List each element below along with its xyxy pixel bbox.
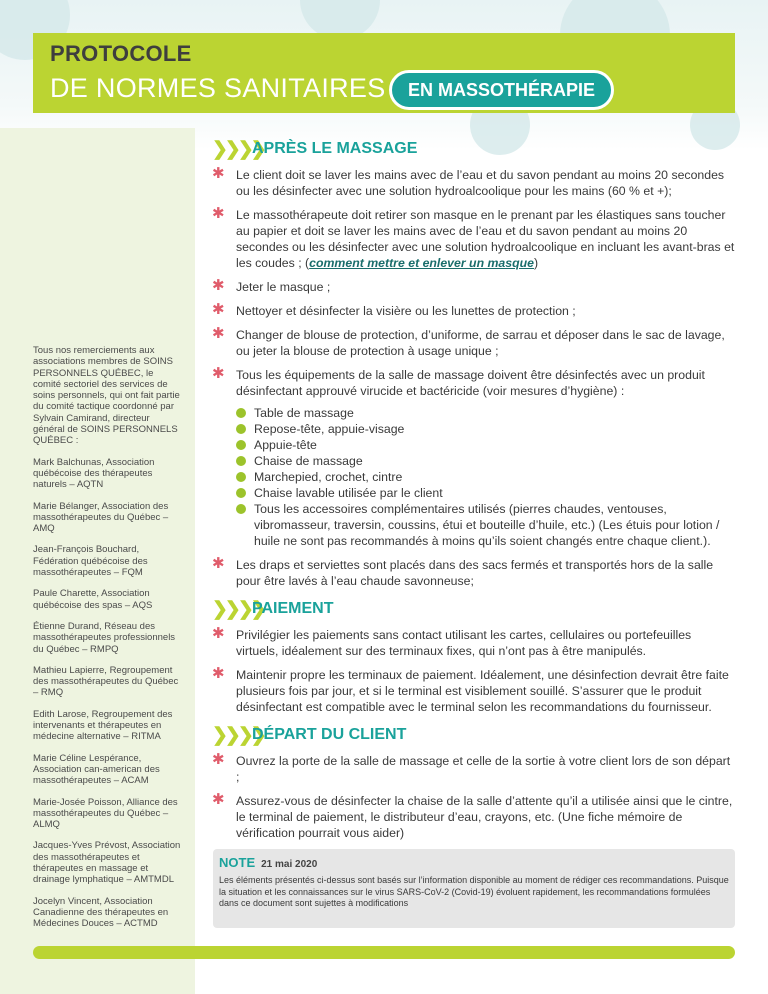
list-item: ✱ Assurez-vous de désinfecter la chaise de la salle d’attente qu’il a utilisée ainsi que le cintre, le terminal de paiement, le distributeur d’eau, crayons, etc. (Une fiche mémoire de vérification pourrait vous aider)	[212, 791, 733, 840]
section-heading	[212, 597, 735, 621]
note-box	[213, 849, 735, 928]
dot-bullet-icon	[236, 440, 246, 450]
list-item: ✱ Tous les équipements de la salle de massage doivent être désinfectés avec un produit désinfectant approuvé virucide et bactéricide (voir mesures d’hygiène) : Table de massage Repose-tête, appuie-visage Appuie-tête Chaise de massage Marchepied, crochet, cintre Chaise lavable utilisée par le client Tous les accessoires complémentaires utilisés (pierres chaudes, ventouses, vibromasseur, traversin, coussins, étui et bouteille d’huile, etc.) (Les étuis pour lotion / huile ne sont pas recommandés à moins qu’ils soient changés entre chaque client.).	[212, 367, 735, 549]
ack-entry: Paule Charette, Association québécoise des spas – AQS	[33, 588, 153, 611]
equipment-item: Appuie-tête	[236, 437, 735, 453]
equipment-item: Chaise lavable utilisée par le client	[236, 485, 735, 501]
list-item: ✱ Nettoyer et désinfecter la visière ou les lunettes de protection ;	[212, 301, 576, 318]
title-line-2: DE NORMES SANITAIRES	[50, 73, 386, 103]
mask-guide-link[interactable]: comment mettre et enlever un masque	[309, 256, 534, 270]
star-bullet-icon: ✱	[212, 325, 225, 342]
star-bullet-icon: ✱	[212, 301, 225, 318]
star-bullet-icon: ✱	[212, 365, 225, 382]
section-title: PAIEMENT	[252, 600, 334, 617]
star-bullet-icon: ✱	[212, 665, 225, 682]
ack-entry: Mark Balchunas, Association québécoise des thérapeutes naturels – AQTN	[33, 456, 155, 491]
star-bullet-icon: ✱	[212, 555, 225, 572]
main-content	[212, 137, 735, 849]
dot-bullet-icon	[236, 424, 246, 434]
dot-bullet-icon	[236, 504, 246, 514]
ack-entry: Jacques-Yves Prévost, Association des massothérapeutes et thérapeutes en massage et drainage lymphatique – AMTMDL	[33, 840, 181, 886]
list-item: ✱ Jeter le masque ;	[212, 277, 331, 294]
footer-bar	[33, 946, 735, 959]
note-label: NOTE	[219, 855, 256, 870]
ack-intro: Tous nos remerciements aux associations membres de SOINS PERSONNELS QUÉBEC, le comité sectoriel des services de soins personnels, qui ont fait partie du comité tactique coordonné par Sylvain Camirand, directeur général de SOINS PERSONNELS QUÉBEC :	[33, 345, 180, 447]
star-bullet-icon: ✱	[212, 625, 225, 642]
dot-bullet-icon	[236, 488, 246, 498]
chevrons-icon: ❯❯❯❯	[212, 724, 264, 746]
list-item: ✱ Les draps et serviettes sont placés dans des sacs fermés et transportés hors de la salle pour être lavés à l’eau chaude savonneuse;	[212, 555, 714, 588]
ack-entry: Marie Bélanger, Association des massothérapeutes du Québec – AMQ	[33, 500, 169, 535]
ack-entry: Mathieu Lapierre, Regroupement des massothérapeutes du Québec – RMQ	[33, 664, 179, 699]
ack-entry: Marie-Josée Poisson, Alliance des massothérapeutes du Québec – ALMQ	[33, 796, 178, 831]
star-bullet-icon: ✱	[212, 277, 225, 294]
list-item: ✱ Privilégier les paiements sans contact utilisant les cartes, cellulaires ou portefeuilles virtuels, idéalement sur des terminaux fixes, qui n’ont pas à être manipulés.	[212, 625, 692, 658]
section-title: DÉPART DU CLIENT	[252, 726, 407, 743]
list-item: ✱ Le massothérapeute doit retirer son masque en le prenant par les élastiques sans toucher au papier et doit se laver les mains avec de l’eau et du savon pendant au moins 20 secondes ou les désinfecter avec une solution hydroalcoolique en incluant les avant-bras et les coudes ; (comment mettre et enlever un masque)	[212, 205, 735, 270]
chevrons-icon: ❯❯❯❯	[212, 598, 264, 620]
section-heading	[212, 723, 735, 747]
note-date: 21 mai 2020	[261, 859, 318, 870]
ack-entry: Marie Céline Lespérance, Association can-american des massothérapeutes – ACAM	[33, 752, 160, 787]
acknowledgements	[33, 345, 183, 939]
equipment-item: Chaise de massage	[236, 453, 735, 469]
list-item: ✱ Le client doit se laver les mains avec de l’eau et du savon pendant au moins 20 secondes ou les désinfecter avec une solution hydroalcoolique pour les mains (60 % et +);	[212, 165, 725, 198]
equipment-item: Tous les accessoires complémentaires utilisés (pierres chaudes, ventouses, vibromasseur, traversin, coussins, étui et bouteille d’huile, etc.) (Les étuis pour lotion / huile ne sont pas recommandés à moins qu’ils soient changés entre chaque client.).	[236, 501, 735, 549]
ack-entry: Jean-François Bouchard, Fédération québécoise des massothérapeutes – FQM	[33, 544, 148, 579]
star-bullet-icon: ✱	[212, 165, 225, 182]
note-heading	[219, 855, 317, 870]
star-bullet-icon: ✱	[212, 205, 225, 222]
equipment-item: Repose-tête, appuie-visage	[236, 421, 735, 437]
title-line-1: PROTOCOLE	[50, 41, 192, 66]
dot-bullet-icon	[236, 456, 246, 466]
ack-entry: Edith Larose, Regroupement des intervenants et thérapeutes en médecine alternative – RITMA	[33, 708, 173, 743]
star-bullet-icon: ✱	[212, 791, 225, 808]
ack-entry: Étienne Durand, Réseau des massothérapeutes professionnels du Québec – RMPQ	[33, 620, 176, 655]
list-item: ✱ Changer de blouse de protection, d’uniforme, de sarrau et déposer dans le sac de lavage, ou jeter la blouse de protection à usage unique ;	[212, 325, 725, 358]
equipment-item: Marchepied, crochet, cintre	[236, 469, 735, 485]
dot-bullet-icon	[236, 408, 246, 418]
title-banner	[33, 33, 735, 113]
section-paiement	[212, 597, 735, 715]
ack-entry: Jocelyn Vincent, Association Canadienne des thérapeutes en Médecines Douces – ACTMD	[33, 895, 169, 930]
equipment-list	[236, 405, 735, 549]
chevrons-icon: ❯❯❯❯	[212, 138, 264, 160]
list-item: ✱ Ouvrez la porte de la salle de massage et celle de la sortie à votre client lors de son départ ;	[212, 751, 731, 784]
list-item: ✱ Maintenir propre les terminaux de paiement. Idéalement, une désinfection devrait être faite plusieurs fois par jour, et si le terminal est visiblement souillé. S’assurer que le produit désinfectant est compatible avec le terminal selon les recommandations du fournisseur.	[212, 665, 729, 714]
subtitle-pill: EN MASSOTHÉRAPIE	[389, 70, 614, 110]
section-apres-massage	[212, 137, 735, 589]
section-depart-client	[212, 723, 735, 841]
equipment-item: Table de massage	[236, 405, 735, 421]
star-bullet-icon: ✱	[212, 751, 225, 768]
dot-bullet-icon	[236, 472, 246, 482]
note-text: Les éléments présentés ci-dessus sont basés sur l’information disponible au moment de rédiger ces recommandations. Puisque la situation et les connaissances sur le virus SARS-CoV-2 (Covid-19) évoluent rapidement, les recommandations formulées dans ce document sont sujettes à modifications	[219, 875, 729, 908]
section-heading	[212, 137, 735, 161]
section-title: APRÈS LE MASSAGE	[252, 140, 418, 157]
